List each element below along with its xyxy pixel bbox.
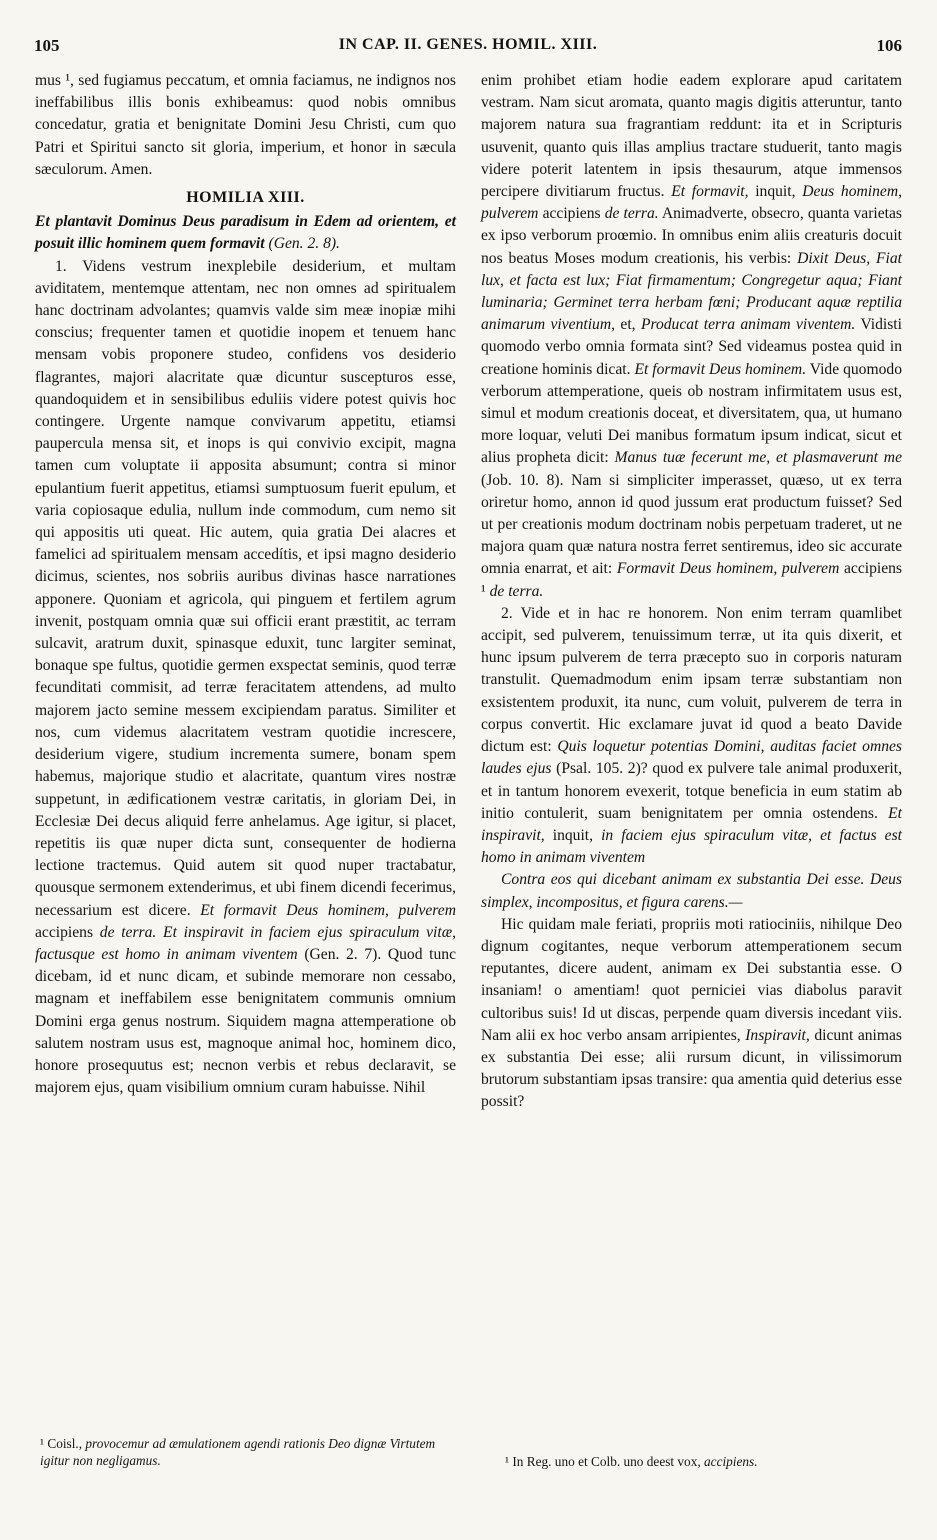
footnote-left: [40, 1435, 460, 1469]
footnote-text: In Reg. uno et Colb. uno deest vox,: [512, 1454, 701, 1469]
footnote-text: provocemur ad æmulationem agendi rationis Deo dignæ Virtutem igitur non negligamus.: [40, 1436, 436, 1468]
quote-et-inspiravit: Et inspiravit,: [481, 804, 902, 844]
word-accipiens: accipiens: [35, 923, 94, 941]
ref-gen-2-7: (Gen. 2. 7).: [304, 945, 382, 963]
quote-de-terra-2: de terra.: [489, 582, 544, 600]
quote-fiat-lux: Dixit Deus, Fiat lux, et facta est lux; Fiat firmamentum; Congregetur aqua; Fiant luminaria; Germinet terra herbam fœni; Producant aquæ reptilia animarum viventium,: [481, 249, 902, 334]
quote-deus-hominem: Deus hominem, pulverem: [481, 183, 902, 223]
right-column: [481, 70, 902, 1114]
word-accipiens: accipiens: [542, 205, 601, 223]
continued-text-a: enim prohibet etiam hodie eadem explorare apud caritatem vestram. Nam sicut aromata, quanto magis digitis atteruntur, tanto majorem natura sua fragrantiam reddunt: ita et in Scripturis usuvenit, quanto quis illas amplius tractare studuerit, tanto magis videre poterit latentem in ipsis thesaurum, atque immensos percipere divitiarum fructus.: [481, 72, 902, 201]
word-inquit: inquit,: [755, 183, 796, 201]
quote-inspiravit: Inspiravit,: [745, 1026, 810, 1044]
paragraph-2: [481, 603, 902, 869]
continued-text-c: Vidisti quomodo verbo omnia formata sint? Sed videamus postea quid in creatione hominis dicat.: [481, 316, 902, 378]
continued-text-d: Vide quomodo verborum attemperatione, queis ob nostram infirmitatem usus est, simul et modum creationis doceat, et diversitatem, qua, ut humano more loquar, veluti Dei manibus formatum ipsum indicat, sicut et alius propheta dicit:: [481, 360, 902, 467]
paragraph-3-continued: dicunt animas ex substantia Dei esse; alii rursum dicunt, in vilissimorum brutorum substantiam ipsas transire: qua amentia quid deterius esse possit?: [481, 1026, 902, 1111]
paragraph-2-text: 2. Vide et in hac re honorem. Non enim terram quamlibet accipit, sed pulverem, tenuissimum terræ, ut ita quis dixerit, et hunc ipsum pulverem de terra præcepto suo in corporis naturam transtulit. Quemadmodum enim ipsam terræ substantiam non exsistentem produxit, ita nunc, cum voluit, pulverem de terra in corpus convertit. Hic exclamare juvat id quod a beato Davide dictum est:: [481, 604, 902, 756]
quote-psalm: Quis loquetur potentias Domini, auditas faciet omnes laudes ejus: [481, 738, 902, 778]
paragraph-3-text: Hic quidam male feriati, propriis moti ratiociniis, nihilque Deo dignum cogitantes, neque verborum attemperationem secum reputantes, dicere audent, animam ex Dei substantia esse. O insaniam! o amentiam! quot perniciei vias diabolus paravit cultoribus suis! Id ut discas, perpende quam diversis incedant viis. Nam alii ex hoc verbo ansam arripientes,: [481, 915, 902, 1044]
paragraph-3: [481, 914, 902, 1114]
footnote-marker: ¹: [40, 1436, 44, 1451]
paragraph-1-continued: Quod tunc dicebam, id et nunc dicam, et subinde memorare non cessabo, magnam et ineffabilem esse benignitatem communis omnium Domini erga genus nostrum. Siquidem magna attemperatione ob salutem nostram usus est, magnoque animal hoc, hominem dico, honore prosequutus est; necnon verbis et rebus declaravit, se majorem ejus, quam visibilium omnium curam habuisse. Nihil: [35, 945, 457, 1097]
paragraph-1: [35, 256, 456, 1100]
quote-et-formavit: Et formavit,: [671, 183, 749, 201]
continued-text-e: Nam si simpliciter imperasset, quæso, ut ex terra oriretur homo, annon id quod jussum erat productum fuisset? Sed ut per creationis modum doctrinam nobis perpetuam traderet, ut ne majora quam quæ natura nostra ferret sentiremus, ideo sic accurate omnia enarrat, et ait:: [481, 471, 902, 578]
homily-epigraph: [35, 211, 456, 255]
page-number-right: 106: [876, 36, 902, 55]
ref-job-10-8: (Job. 10. 8).: [481, 471, 564, 489]
page-header: [34, 36, 902, 62]
quote-spiraculum-vitae: in faciem ejus spiraculum vitæ, et factus est homo in animam viventem: [481, 826, 902, 867]
epigraph-text: Et plantavit Dominus Deus paradisum in Edem ad orientem, et posuit illic hominem quem formavit: [35, 213, 456, 253]
word-et: et,: [620, 316, 636, 334]
paragraph-2-continued: quod ex pulvere tale animal produxerit, et in tantum honorem evexerit, totque beneficia in eum statim ab initio contulerit, suam benignitatem per omnia ostendens.: [481, 760, 902, 822]
footnote-right: [505, 1453, 905, 1470]
quote-de-terra: de terra.: [604, 205, 659, 223]
word-accipiens-note: accipiens ¹: [481, 560, 902, 600]
word-inquit-2: inquit,: [552, 826, 594, 844]
footnote-marker: ¹: [505, 1454, 509, 1469]
continued-text-b: Animadverte, obsecro, quanta varietas ex ipso verborum proœmio. In omnibus enim aliis creaturis docuit nos beatus Moses modum creationis, his verbis:: [481, 205, 902, 267]
section-subheading: Contra eos qui dicebant animam ex substantia Dei esse. Deus simplex, incompositus, et figura carens.—: [481, 871, 902, 911]
quote-gen-2-7-a: Et formavit Deus hominem, pulverem: [200, 901, 456, 919]
continued-paragraph: [481, 70, 902, 603]
quote-manus-tuae: Manus tuæ fecerunt me, et plasmaverunt me: [614, 449, 902, 467]
left-column: [35, 70, 456, 1099]
ref-psal-105-2: (Psal. 105. 2)?: [556, 760, 648, 778]
quote-producat-terra: Producat terra animam viventem.: [640, 316, 856, 334]
paragraph-1-text: 1. Videns vestrum inexplebile desiderium, et multam aviditatem, mentemque attentam, nec non omnes ad spiritualem hanc doctrinam advolantes; quamvis valde sim meæ inopiæ mihi conscius; frequenter tamen et quotidie inopem et tenuem hanc mensam vobis proponere studeo, confidens vos desiderio flagrantes, majori alacritate quæ dicuntur suscepturos esse, quandoquidem et in sensibilibus eduliis videre potest quivis hoc contingere. Urgente namque convivarum appetitu, etiamsi paupercula mensa sit, et inops is qui convivio excipit, magna tamen cum voluptate ii apposita absumunt; contra si minor epulantium fuerit appetitus, etiamsi sumptuosum fuerit epulum, et varia copiosaque edulia, nullum inde commodum, cum nemo sit qui appositis uti queat. Hic autem, quia gratia Dei alacres et famelici ad spiritualem mensam accedítis, et ipsi magno desiderio dicimus, scientes, nos sobriis auribus divinas hasce narrationes apponere. Quoniam et agricola, qui pinguem et fertilem agrum invenit, postquam omnia quæ sui officii erant præstitit, ac terram sulcavit, aratrum duxit, spinasque eduxit, tunc largiter seminat, bonaque spe fultus, quotidie germen exspectat seminis, quod terræ fecunditati commisit, ad terræ feracitatem attendens, ad multo majorem jacto semine messem excipiendam paratus. Similiter et nos, cum videmus alacritatem vestram quotidie increscere, desiderium vigere, studium incrementa sumere, bonam spem habemus, majorique studio et alacritate, quantum vires nostræ suppetunt, in ædificationem vestræ caritatis, in gloriam Dei, in Ecclesiæ Dei decus aliquid ferre anhelamus. Age igitur, si placet, repetitis iis quæ nuper dicta sunt, consequenter de hodierna lectione tractemus. Quid autem sit quod nuper tractabatur, quousque sermonem extenderimus, et ubi finem dicendi fecerimus, necessarium est dicere.: [35, 257, 456, 919]
quote-gen-2-7-b: de terra. Et inspiravit in faciem ejus spiraculum vitæ, factusque est homo in animam viventem: [35, 923, 457, 963]
running-title: IN CAP. II. GENES. HOMIL. XIII.: [338, 36, 598, 53]
quote-formavit-pulverem: Formavit Deus hominem, pulverem: [616, 560, 840, 578]
homily-title: HOMILIA XIII.: [186, 189, 305, 207]
page-number-left: 105: [34, 36, 60, 55]
footnote-word: accipiens.: [704, 1454, 758, 1469]
quote-formavit-hominem: Et formavit Deus hominem.: [634, 360, 807, 378]
footnote-source: Coisl.,: [47, 1436, 83, 1451]
opening-paragraph: mus ¹, sed fugiamus peccatum, et omnia faciamus, ne indignos nos ineffabilibus illis bonis exhibeamus: quod nobis omnibus concedatur, gratia et benignitate Domini Jesu Christi, cum quo Patri et Spiritui sancto sit gloria, imperium, et honor in sæcula sæculorum. Amen.: [35, 72, 456, 178]
epigraph-reference: (Gen. 2. 8).: [268, 235, 340, 253]
